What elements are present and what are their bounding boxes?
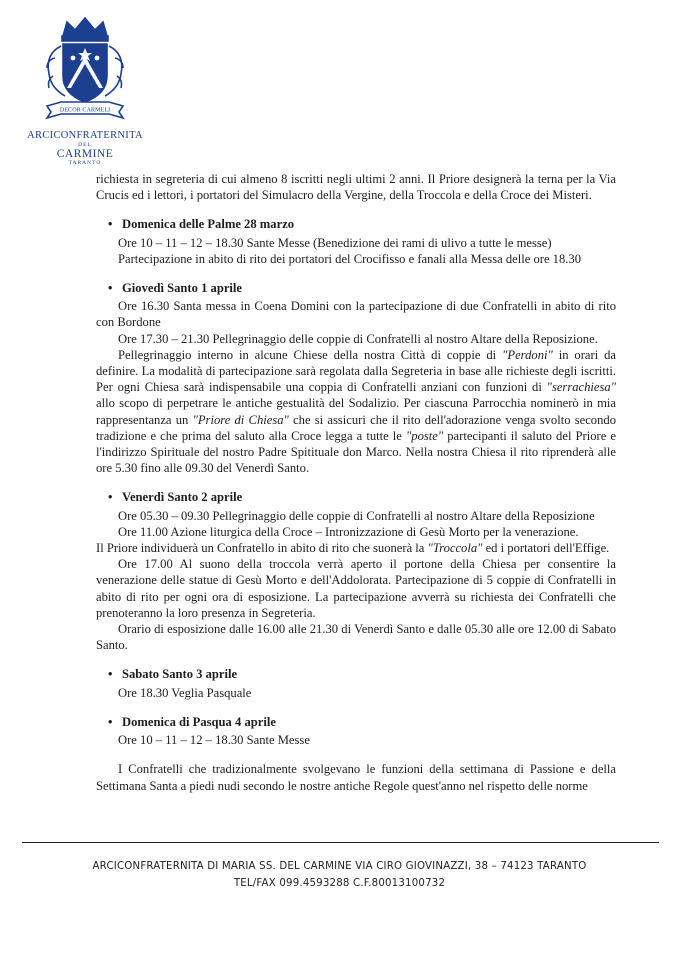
venerdi-paragraph3: Il Priore individuerà un Confratello in abito di rito che suonerà la "Troccola" ed i portatori dell'Effige. <box>96 541 610 556</box>
bullet-icon: • <box>108 281 113 296</box>
venerdi-paragraph1: Ore 05.30 – 09.30 Pellegrinaggio delle coppie di Confratelli al nostro Altare della Reposizione <box>118 508 595 523</box>
sabato-line1: Ore 18.30 Veglia Pasquale <box>118 685 252 700</box>
footer-address: ARCICONFRATERNITA DI MARIA SS. DEL CARMINE VIA CIRO GIOVINAZZI, 38 – 74123 TARANTO <box>92 861 587 872</box>
bullet-icon: • <box>108 490 113 505</box>
intro-paragraph: richiesta in segreteria di cui almeno 8 iscritti negli ultimi 2 anni. Il Priore designerà la terna per la Via Crucis ed i lettori, i portatori del Simulacro della Vergine, della Troccola e della Croce dei Misteri. <box>96 172 616 203</box>
heading-pasqua: • Domenica di Pasqua 4 aprile <box>108 714 276 729</box>
org-name-line2: DEL <box>78 142 92 148</box>
heading-giovedi: • Giovedì Santo 1 aprile <box>108 281 242 296</box>
footer-contacts: TEL/FAX 099.4593288 C.F.80013100732 <box>233 878 446 889</box>
palme-line1: Ore 10 – 11 – 12 – 18.30 Sante Messe (Benedizione dei rami di ulivo a tutte le messe) <box>118 235 552 250</box>
letterhead <box>10 14 160 166</box>
heading-venerdi: • Venerdì Santo 2 aprile <box>108 490 243 505</box>
org-name-line1: ARCICONFRATERNITA <box>27 130 143 141</box>
org-name-line4: TARANTO <box>68 160 102 166</box>
bullet-icon: • <box>108 667 113 682</box>
closing-paragraph: I Confratelli che tradizionalmente svolgevano le funzioni della settimana di Passione e della Settimana Santa a piedi nudi secondo le nostre antiche Regole quest'anno nel rispetto delle norme <box>96 762 616 793</box>
venerdi-paragraph4: Ore 17.00 Al suono della troccola verrà aperto il portone della Chiesa per consentire la venerazione delle statue di Gesù Morto e dell'Addolorata. Partecipazione di 5 coppie di Confratelli in abito di rito per ogni ora di esposizione. La partecipazione avverrà su richiesta dei Confratelli che prenoteranno la loro presenza in Segreteria. <box>96 557 616 620</box>
pasqua-line1: Ore 10 – 11 – 12 – 18.30 Sante Messe <box>118 733 310 748</box>
venerdi-paragraph5: Orario di esposizione dalle 16.00 alle 21.30 di Venerdì Santo e dalle 05.30 alle ore 12.00 di Sabato Santo. <box>96 622 616 653</box>
venerdi-paragraph2: Ore 11.00 Azione liturgica della Croce – Intronizzazione di Gesù Morto per la venerazione. <box>118 524 579 539</box>
confraternity-seal-logo <box>35 14 135 124</box>
footer-divider <box>22 842 659 843</box>
seal-banner-text: DECOR CARMELI <box>59 106 111 114</box>
bullet-icon: • <box>108 714 113 729</box>
letter-body <box>96 171 616 794</box>
giovedi-paragraph2: Ore 17.30 – 21.30 Pellegrinaggio delle coppie di Confratelli al nostro Altare della Reposizione. <box>118 331 598 346</box>
palme-line2: Partecipazione in abito di rito dei portatori del Crocifisso e fanali alla Messa delle ore 18.30 <box>118 251 582 266</box>
heading-sabato: • Sabato Santo 3 aprile <box>108 667 238 682</box>
giovedi-paragraph1: Ore 16.30 Santa messa in Coena Domini con la partecipazione di due Confratelli in abito di rito con Bordone <box>96 299 616 330</box>
heading-palme: • Domenica delle Palme 28 marzo <box>108 217 295 232</box>
footer <box>0 858 679 892</box>
org-name-line3: CARMINE <box>56 148 114 160</box>
bullet-icon: • <box>108 217 113 232</box>
giovedi-paragraph3: Pellegrinaggio interno in alcune Chiese della nostra Città di coppie di "Perdoni" in orari da definire. La modalità di partecipazione sarà regolata dalla Segreteria in base alle richieste degli iscritti. Per ogni Chiesa sarà indispensabile una coppia di Confratelli anziani con funzioni di "serrachiesa" allo scopo di perpetrare le antiche gestualità del Sodalizio. Per ciascuna Parrocchia nominerò in mia rappresentanza un "Priore di Chiesa" che si assicuri che il rito dell'adorazione venga svolto secondo tradizione e che prima del saluto alla Croce legga a tutte le "poste" partecipanti il saluto del Priore e l'indirizzo Spirituale del nostro Padre Spitituale don Marco. Nella nostra Chiesa il rito riprenderà alle ore 5.30 fino alle 09.30 del Venerdì Santo. <box>96 347 616 476</box>
